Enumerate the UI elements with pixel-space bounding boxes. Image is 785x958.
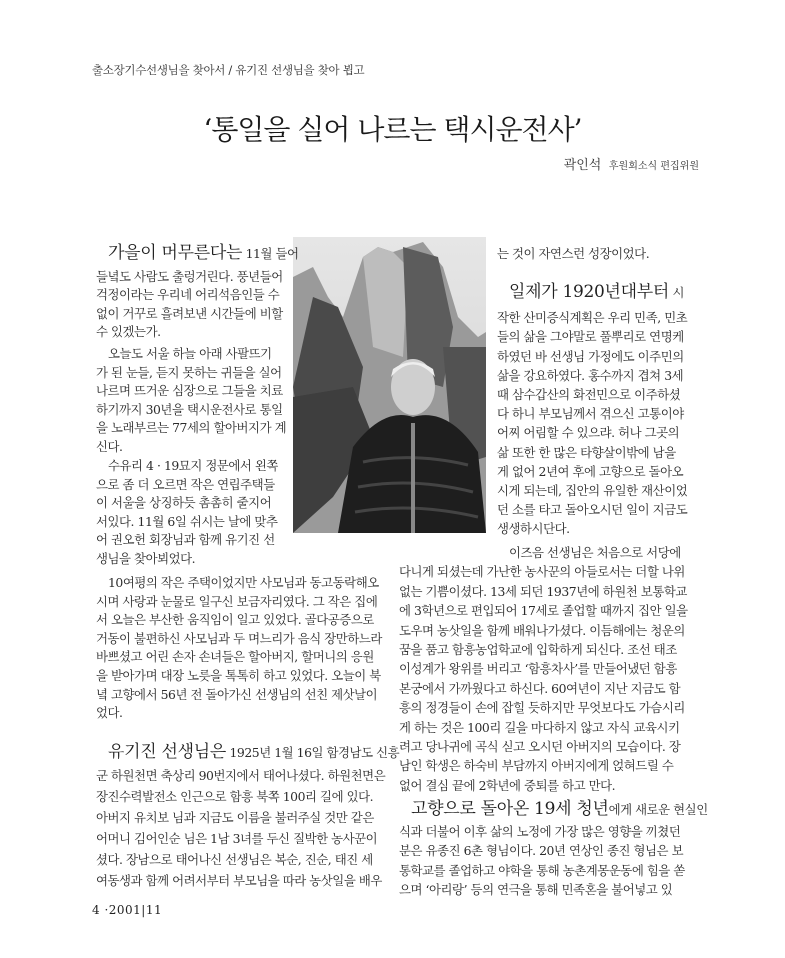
text-line: 10여평의 작은 주택이었지만 사모님과 동고동락해오 [108, 575, 379, 590]
text-line: 이성계가 왕위를 버리고 ‘함흥차사’를 만들어냈던 함흥 [399, 661, 677, 677]
lead-line [411, 799, 708, 820]
lead-line [108, 742, 399, 763]
text-line: 들녘도 사람도 출렁거린다. 풍년들어 [96, 268, 283, 284]
text-line: 흥의 정경들이 손에 잡힐 듯하지만 무엇보다도 가슴시리 [399, 700, 685, 716]
page-folio: 4 ·2001|11 [92, 903, 163, 917]
lead-phrase: 고향으로 돌아온 19세 청년 [411, 799, 609, 819]
text-line: 오늘도 서울 하늘 아래 사팔뜨기 [108, 346, 272, 361]
running-head: 출소장기수선생님을 찾아서 / 유기진 선생님을 찾아 뵙고 [92, 63, 365, 77]
lead-phrase: 가을이 머무른다는 [108, 243, 243, 263]
text-line: 었다. [96, 705, 123, 721]
lead-line [509, 282, 684, 303]
text-line: 없이 거꾸로 흘려보낸 시간들에 비할 [96, 305, 283, 321]
text-line: 식과 더불어 이후 삶의 노정에 가장 많은 영향을 끼쳤던 [399, 823, 681, 839]
text-line: 어찌 어림할 수 있으랴. 허나 그곳의 [497, 425, 680, 441]
author-name: 곽인석 [563, 158, 602, 173]
lead-continuation: 11월 들어 [242, 246, 299, 261]
author-role: 후원회소식 편집위원 [608, 161, 699, 172]
text-line: 시며 사랑과 눈물로 일구신 보금자리였다. 그 작은 집에 [96, 593, 378, 609]
text-line: 다 하니 부모님께서 겪으신 고통이야 [497, 406, 684, 422]
text-line: 을 받아가며 대장 노릇을 톡톡히 하고 있었다. 오늘이 북 [96, 668, 381, 683]
text-line: 에 3학년으로 편입되어 17세로 졸업할 때까지 집안 일을 [399, 603, 688, 619]
lead-continuation: 에게 새로운 현실인 [608, 802, 708, 817]
text-line: 가 된 눈들, 듣지 못하는 귀들을 실어 [96, 364, 282, 380]
text-line: 삶 또한 한 많은 타향살이밖에 남을 [497, 444, 676, 460]
text-line: 는 것이 자연스런 성장이었다. [497, 246, 650, 261]
text-line: 남인 학생은 하숙비 부담까지 아버지에게 얹혀드릴 수 [399, 758, 674, 774]
text-line: 녘 고향에서 56년 전 돌아가신 선생님의 선친 제삿날이 [96, 686, 378, 702]
text-line: 걱정이라는 우리네 어리석음인들 수 [96, 287, 280, 303]
lead-phrase: 일제가 1920년대부터 [509, 282, 670, 302]
text-line: 생생하시단다. [497, 521, 570, 537]
text-line: 거동이 불편하신 사모님과 두 며느리가 음식 장만하느라 [96, 630, 382, 646]
text-line: 아버지 유치보 님과 지금도 이름을 불러주실 것만 같은 [96, 810, 374, 825]
text-line: 하였던 바 선생님 가정에도 이주민의 [497, 348, 684, 364]
text-line: 서있다. 11월 6일 쉬시는 날에 맞추 [96, 513, 278, 529]
text-line: 작한 산미증식계획은 우리 민족, 민초 [497, 310, 688, 326]
text-line: 꿈을 품고 함흥농업학교에 입학하게 되신다. 조선 태조 [399, 642, 677, 657]
lead-continuation: 시 [669, 285, 685, 300]
text-line: 게 없어 2년여 후에 고향으로 돌아오 [497, 463, 684, 479]
text-line: 여동생과 함께 어려서부터 부모님을 따라 농삿일을 배우 [96, 873, 382, 888]
portrait-photo [293, 237, 486, 533]
text-line: 려고 당나귀에 곡식 싣고 오시던 아버지의 모습이다. 장 [399, 739, 681, 754]
text-line: 어머니 김어인순 님은 1남 3녀를 두신 질박한 농사꾼이 [96, 831, 378, 846]
text-line: 으며 ‘아리랑’ 등의 연극을 통해 민족혼을 불어넣고 있 [399, 882, 673, 898]
text-line: 신다. [96, 439, 123, 454]
text-line: 하기까지 30년을 택시운전사로 통일 [96, 401, 283, 417]
text-line: 수 있겠는가. [96, 324, 161, 340]
text-line: 던 소를 타고 돌아오시던 일이 지금도 [497, 502, 688, 518]
text-line: 없는 기쁨이셨다. 13세 되던 1937년에 하원천 보통학교 [399, 583, 687, 599]
photo-image [293, 237, 486, 533]
text-line: 이 서울을 상징하듯 촘촘히 줄지어 [96, 495, 272, 511]
text-line: 삶을 강요하였다. 홍수까지 겹쳐 3세 [497, 367, 684, 383]
text-line: 때 삼수갑산의 화전민으로 이주하셨 [497, 387, 681, 402]
article-title: ‘통일을 실어 나르는 택시운전사’ [203, 113, 582, 146]
text-line: 수유리 4 · 19묘지 정문에서 왼쪽 [108, 458, 278, 473]
text-line: 생님을 찾아뵈었다. [96, 551, 196, 566]
text-line: 서 오늘은 부산한 움직임이 일고 있었다. 골다공증으로 [96, 612, 374, 628]
text-line: 통학교를 졸업하고 야학을 통해 농촌계몽운동에 힘을 쏟 [399, 862, 685, 878]
text-line: 셨다. 장남으로 태어나신 선생님은 복순, 진순, 태진 세 [96, 852, 373, 867]
text-line: 시게 되는데, 집안의 유일한 재산이었 [497, 483, 688, 498]
text-line: 나르며 뜨거운 심장으로 그들을 치료 [96, 383, 283, 399]
text-line: 이즈음 선생님은 처음으로 서당에 [509, 545, 681, 560]
text-line: 본궁에서 가까웠다고 하신다. 60여년이 지난 지금도 함 [399, 680, 681, 696]
text-line: 없어 결심 끝에 2학년에 중퇴를 하고 만다. [399, 777, 616, 793]
text-line: 분은 유종진 6촌 형님이다. 20년 연상인 종진 형님은 보 [399, 843, 684, 859]
text-line: 을 노래부르는 77세의 할아버지가 계 [96, 420, 287, 436]
byline [564, 154, 699, 173]
text-line: 으로 좀 더 오르면 작은 연립주택들 [96, 476, 275, 492]
text-line: 군 하원천면 축상리 90번지에서 태어나셨다. 하원천면은 [96, 768, 386, 783]
lead-continuation: 1925년 1월 16일 함경남도 신흥 [225, 745, 400, 760]
text-line: 바쁘셨고 어린 손자 손녀들은 할아버지, 할머니의 응원 [96, 649, 374, 665]
text-line: 들의 삶을 그야말로 풀뿌리로 연명케 [497, 329, 684, 345]
text-line: 도우며 농삿일을 함께 배워나가셨다. 이듬해에는 청운의 [399, 622, 685, 638]
text-line: 장진수력발전소 인근으로 함흥 북쪽 100리 길에 있다. [96, 789, 374, 804]
lead-phrase: 유기진 선생님은 [108, 742, 226, 762]
lead-line [108, 243, 299, 264]
text-line: 게 하는 것은 100리 길을 마다하지 않고 자식 교육시키 [399, 719, 680, 735]
text-line: 어 권오헌 회장님과 함께 유기진 선 [96, 532, 275, 548]
text-line: 다니게 되셨는데 가난한 농사꾼의 아들로서는 더할 나위 [399, 564, 685, 580]
